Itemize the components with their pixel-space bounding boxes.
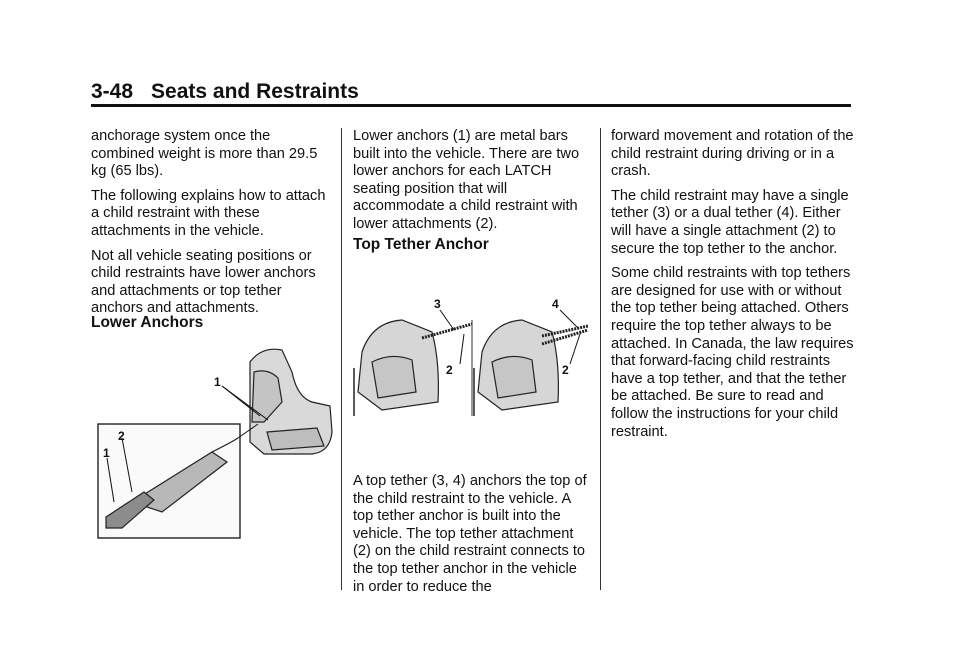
column-divider xyxy=(341,128,342,590)
paragraph: Some child restraints with top tethers are designed for use with or without the top tether being attached. Others require the top tether always to be attached. In Canada, the law requires that forward-facing child restraints have a top tether, and that the tether be attached. Be sure to read and follow the instructions for your child restraint. xyxy=(611,265,854,440)
child-seat-drawing xyxy=(250,349,332,454)
page-header xyxy=(91,80,359,104)
paragraph: The following explains how to attach a child restraint with these attachments in the vehicle. xyxy=(91,187,326,239)
column-1 xyxy=(91,128,331,325)
figure-label: 4 xyxy=(552,297,559,311)
column-2 xyxy=(353,128,591,241)
section-title: Seats and Restraints xyxy=(151,80,359,103)
paragraph: forward movement and rotation of the child restraint during driving or in a crash. xyxy=(611,128,854,180)
figure-label: 1 xyxy=(103,446,110,460)
heading-top-tether-anchor: Top Tether Anchor xyxy=(353,236,489,253)
paragraph: A top tether (3, 4) anchors the top of the child restraint to the vehicle. A top tether anchor is built into the vehicle. The top tether attachment (2) on the child restraint connects to the top tether anchor in the vehicle in order to reduce the xyxy=(353,473,587,595)
figure-label: 2 xyxy=(562,363,569,377)
column-3 xyxy=(611,128,861,448)
header-rule xyxy=(91,104,851,107)
figure-label: 1 xyxy=(214,375,221,389)
paragraph: anchorage system once the combined weight is more than 29.5 kg (65 lbs). xyxy=(91,128,318,180)
figure-label: 3 xyxy=(434,297,441,311)
lower-anchors-illustration xyxy=(92,342,338,542)
column-2-lower xyxy=(353,473,591,596)
figure-label: 2 xyxy=(118,429,125,443)
paragraph: Lower anchors (1) are metal bars built into the vehicle. There are two lower anchors for each LATCH seating position that will accommodate a child restraint with lower attachments (2). xyxy=(353,128,580,232)
heading-lower-anchors: Lower Anchors xyxy=(91,314,204,331)
child-seat-single-tether xyxy=(358,320,438,410)
paragraph: The child restraint may have a single tether (3) or a dual tether (4). Either will have a single attachment (2) to secure the top tether to the anchor. xyxy=(611,187,849,257)
column-divider xyxy=(600,128,601,590)
paragraph: Not all vehicle seating positions or child restraints have lower anchors and attachments or top tether anchors and attachments. xyxy=(91,247,316,317)
figure-label: 2 xyxy=(446,363,453,377)
page-number: 3-48 xyxy=(91,80,134,103)
child-seat-dual-tether xyxy=(478,320,558,410)
top-tether-illustration xyxy=(352,292,598,422)
